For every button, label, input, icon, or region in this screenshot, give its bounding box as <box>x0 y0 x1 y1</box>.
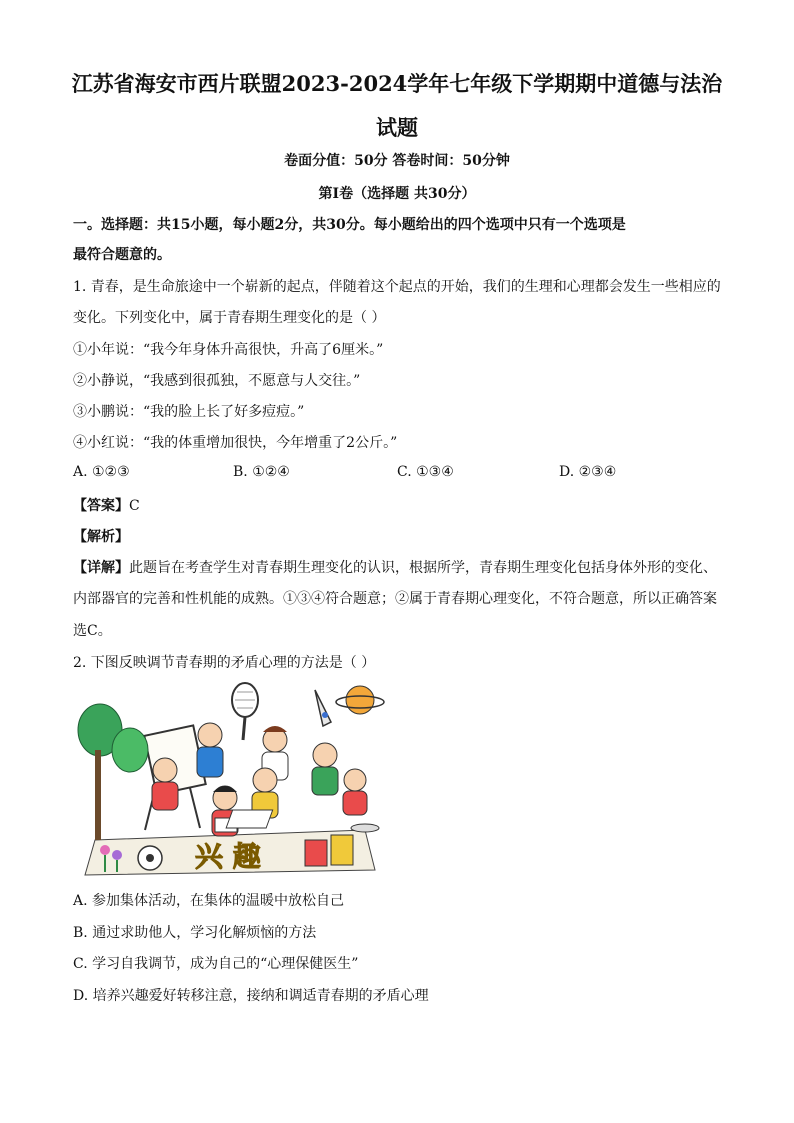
q1-detail-line1 <box>73 557 733 577</box>
q2-option-d: D. 培养兴趣爱好转移注意，接纳和调适青春期的矛盾心理 <box>73 988 429 1004</box>
q1-stem-line2: 变化。下列变化中，属于青春期生理变化的是（ ） <box>73 310 386 326</box>
q1-item-4: ④小红说：“我的体重增加很快，今年增重了2公斤。” <box>73 435 398 451</box>
q1-detail-line3: 选C。 <box>73 623 112 639</box>
q1-item-2: ②小静说，“我感到很孤独，不愿意与人交往。” <box>73 373 361 389</box>
detail-tag: 【详解】 <box>73 560 129 576</box>
interest-sign: 兴 趣 <box>195 840 261 873</box>
exam-title-line2: 试题 <box>376 115 418 140</box>
tennis-racket-icon <box>232 683 258 740</box>
q1-option-c: C. ①③④ <box>397 464 454 480</box>
instructions-line1: 一。选择题：共15小题，每小题2分，共30分。每小题给出的四个选项中只有一个选项是 <box>73 217 626 233</box>
q2-option-c: C. 学习自我调节，成为自己的“心理保健医生” <box>73 956 359 972</box>
planet-icon <box>336 686 384 714</box>
score-time-info: 卷面分值：50分 答卷时间：50分钟 <box>284 153 510 169</box>
hobby-illustration <box>75 680 385 878</box>
instructions-line2: 最符合题意的。 <box>73 247 171 263</box>
q1-detail-line2: 内部器官的完善和性机能的成熟。①③④符合题意；②属于青春期心理变化，不符合题意，所以正确答案 <box>73 591 717 607</box>
soccer-ball-icon <box>138 846 162 870</box>
chessboard-icon <box>226 810 273 828</box>
q2-stem: 2. 下图反映调节青春期的矛盾心理的方法是（ ） <box>73 655 376 671</box>
rocket-icon <box>315 690 331 726</box>
q1-analysis-tag: 【解析】 <box>73 529 129 545</box>
answer-tag: 【答案】 <box>73 498 129 514</box>
easel-icon <box>144 725 205 830</box>
q1-item-3: ③小鹏说：“我的脸上长了好多痘痘。” <box>73 404 305 420</box>
q1-option-b: B. ①②④ <box>233 464 290 480</box>
exam-title-line1: 江苏省海安市西片联盟2023-2024学年七年级下学期期中道德与法治 <box>71 71 723 96</box>
plant-icon <box>78 704 148 840</box>
q2-option-a: A. 参加集体活动，在集体的温暖中放松自己 <box>73 893 345 909</box>
q1-item-1: ①小年说：“我今年身体升高很快，升高了6厘米。” <box>73 342 384 358</box>
section-heading: 第Ⅰ卷（选择题 共30分） <box>318 186 476 202</box>
q1-stem-line1: 1. 青春，是生命旅途中一个崭新的起点，伴随着这个起点的开始，我们的生理和心理都会发生一些相应的 <box>73 279 721 295</box>
detail-text-1: 此题旨在考查学生对青春期生理变化的认识，根据所学，青春期生理变化包括身体外形的变化、 <box>129 560 717 576</box>
q1-answer <box>73 495 733 515</box>
answer-value: C <box>129 498 140 514</box>
q2-option-b: B. 通过求助他人，学习化解烦恼的方法 <box>73 925 317 941</box>
q1-option-a: A. ①②③ <box>73 464 130 480</box>
q1-option-d: D. ②③④ <box>559 464 617 480</box>
